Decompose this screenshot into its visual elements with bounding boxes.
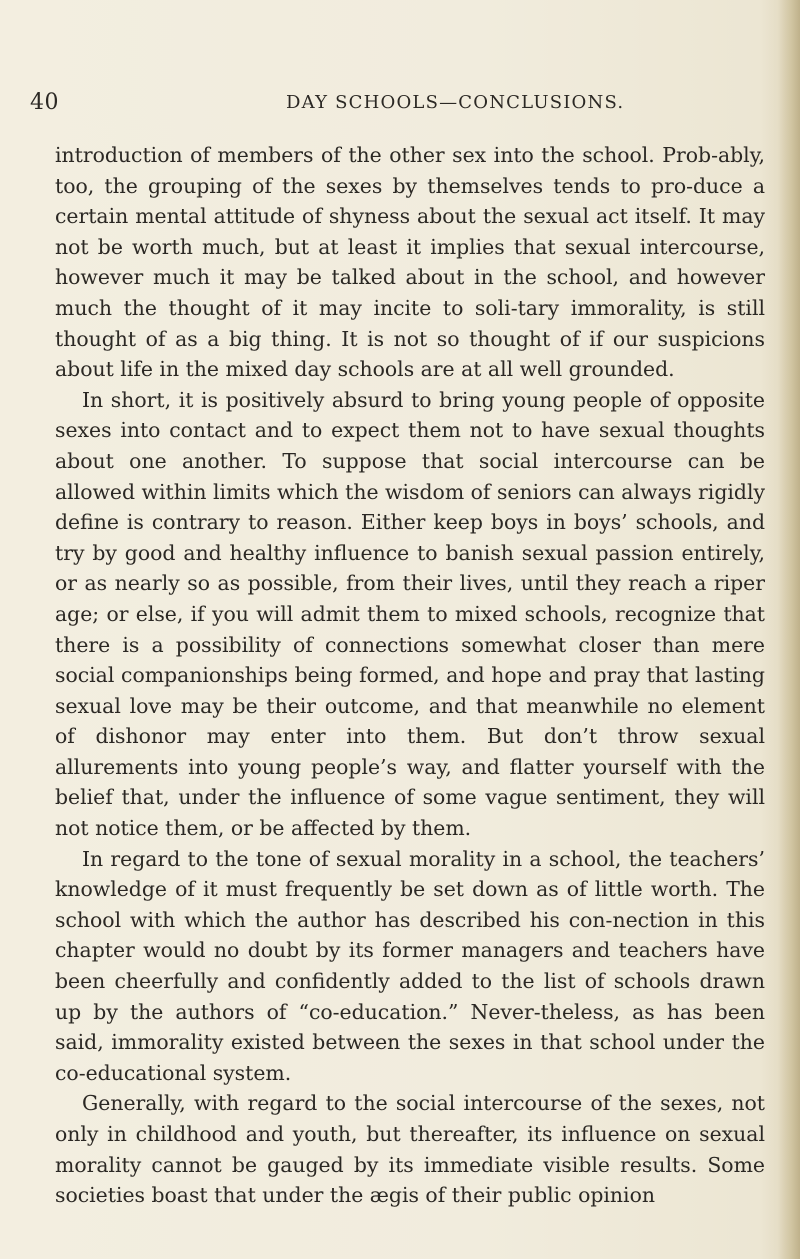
page-number: 40 xyxy=(30,90,59,115)
running-head xyxy=(30,90,775,124)
body-text xyxy=(55,140,765,1211)
paragraph-continued: introduction of members of the other sex into the school. Prob-ably, too, the grouping of the sexes by themselves tends to pro-duce a certain mental attitude of shyness about the sexual act itself. It may not be worth much, but at least it implies that sexual intercourse, however much it may be talked about in the school, and however much the thought of it may incite to soli-tary immorality, is still thought of as a big thing. It is not so thought of if our suspicions about life in the mixed day schools are at all well grounded. xyxy=(55,143,765,382)
paragraph: In regard to the tone of sexual morality in a school, the teachers’ knowledge of it must frequently be set down as of little worth. The school with which the author has described his con-nection in this chapter would no doubt by its former managers and teachers have been cheerfully and confidently added to the list of schools drawn up by the authors of “co-education.” Never-theless, as has been said, immorality existed between the sexes in that school under the co-educational system. xyxy=(55,846,765,1085)
paragraph: In short, it is positively absurd to bring young people of opposite sexes into contact and to expect them not to have sexual thoughts about one another. To suppose that social intercourse can be allowed within limits which the wisdom of seniors can always rigidly define is contrary to reason. Either keep boys in boys’ schools, and try by good and healthy influence to banish sexual passion entirely, or as nearly so as possible, from their lives, until they reach a riper age; or else, if you will admit them to mixed schools, recognize that there is a possibility of connections somewhat closer than mere social companionships being formed, and hope and pray that lasting sexual love may be their outcome, and that meanwhile no element of dishonor may enter into them. But don’t throw sexual allurements into young people’s way, and flatter yourself with the belief that, under the influence of some vague sentiment, they will not notice them, or be affected by them. xyxy=(55,387,765,841)
paragraph: Generally, with regard to the social intercourse of the sexes, not only in childhood and youth, but thereafter, its influence on sexual morality cannot be gauged by its immediate visible results. Some societies boast that under the ægis of their public opinion xyxy=(55,1091,765,1208)
chapter-title: DAY SCHOOLS—CONCLUSIONS. xyxy=(286,92,625,113)
page-edge-shadow xyxy=(778,0,800,1259)
